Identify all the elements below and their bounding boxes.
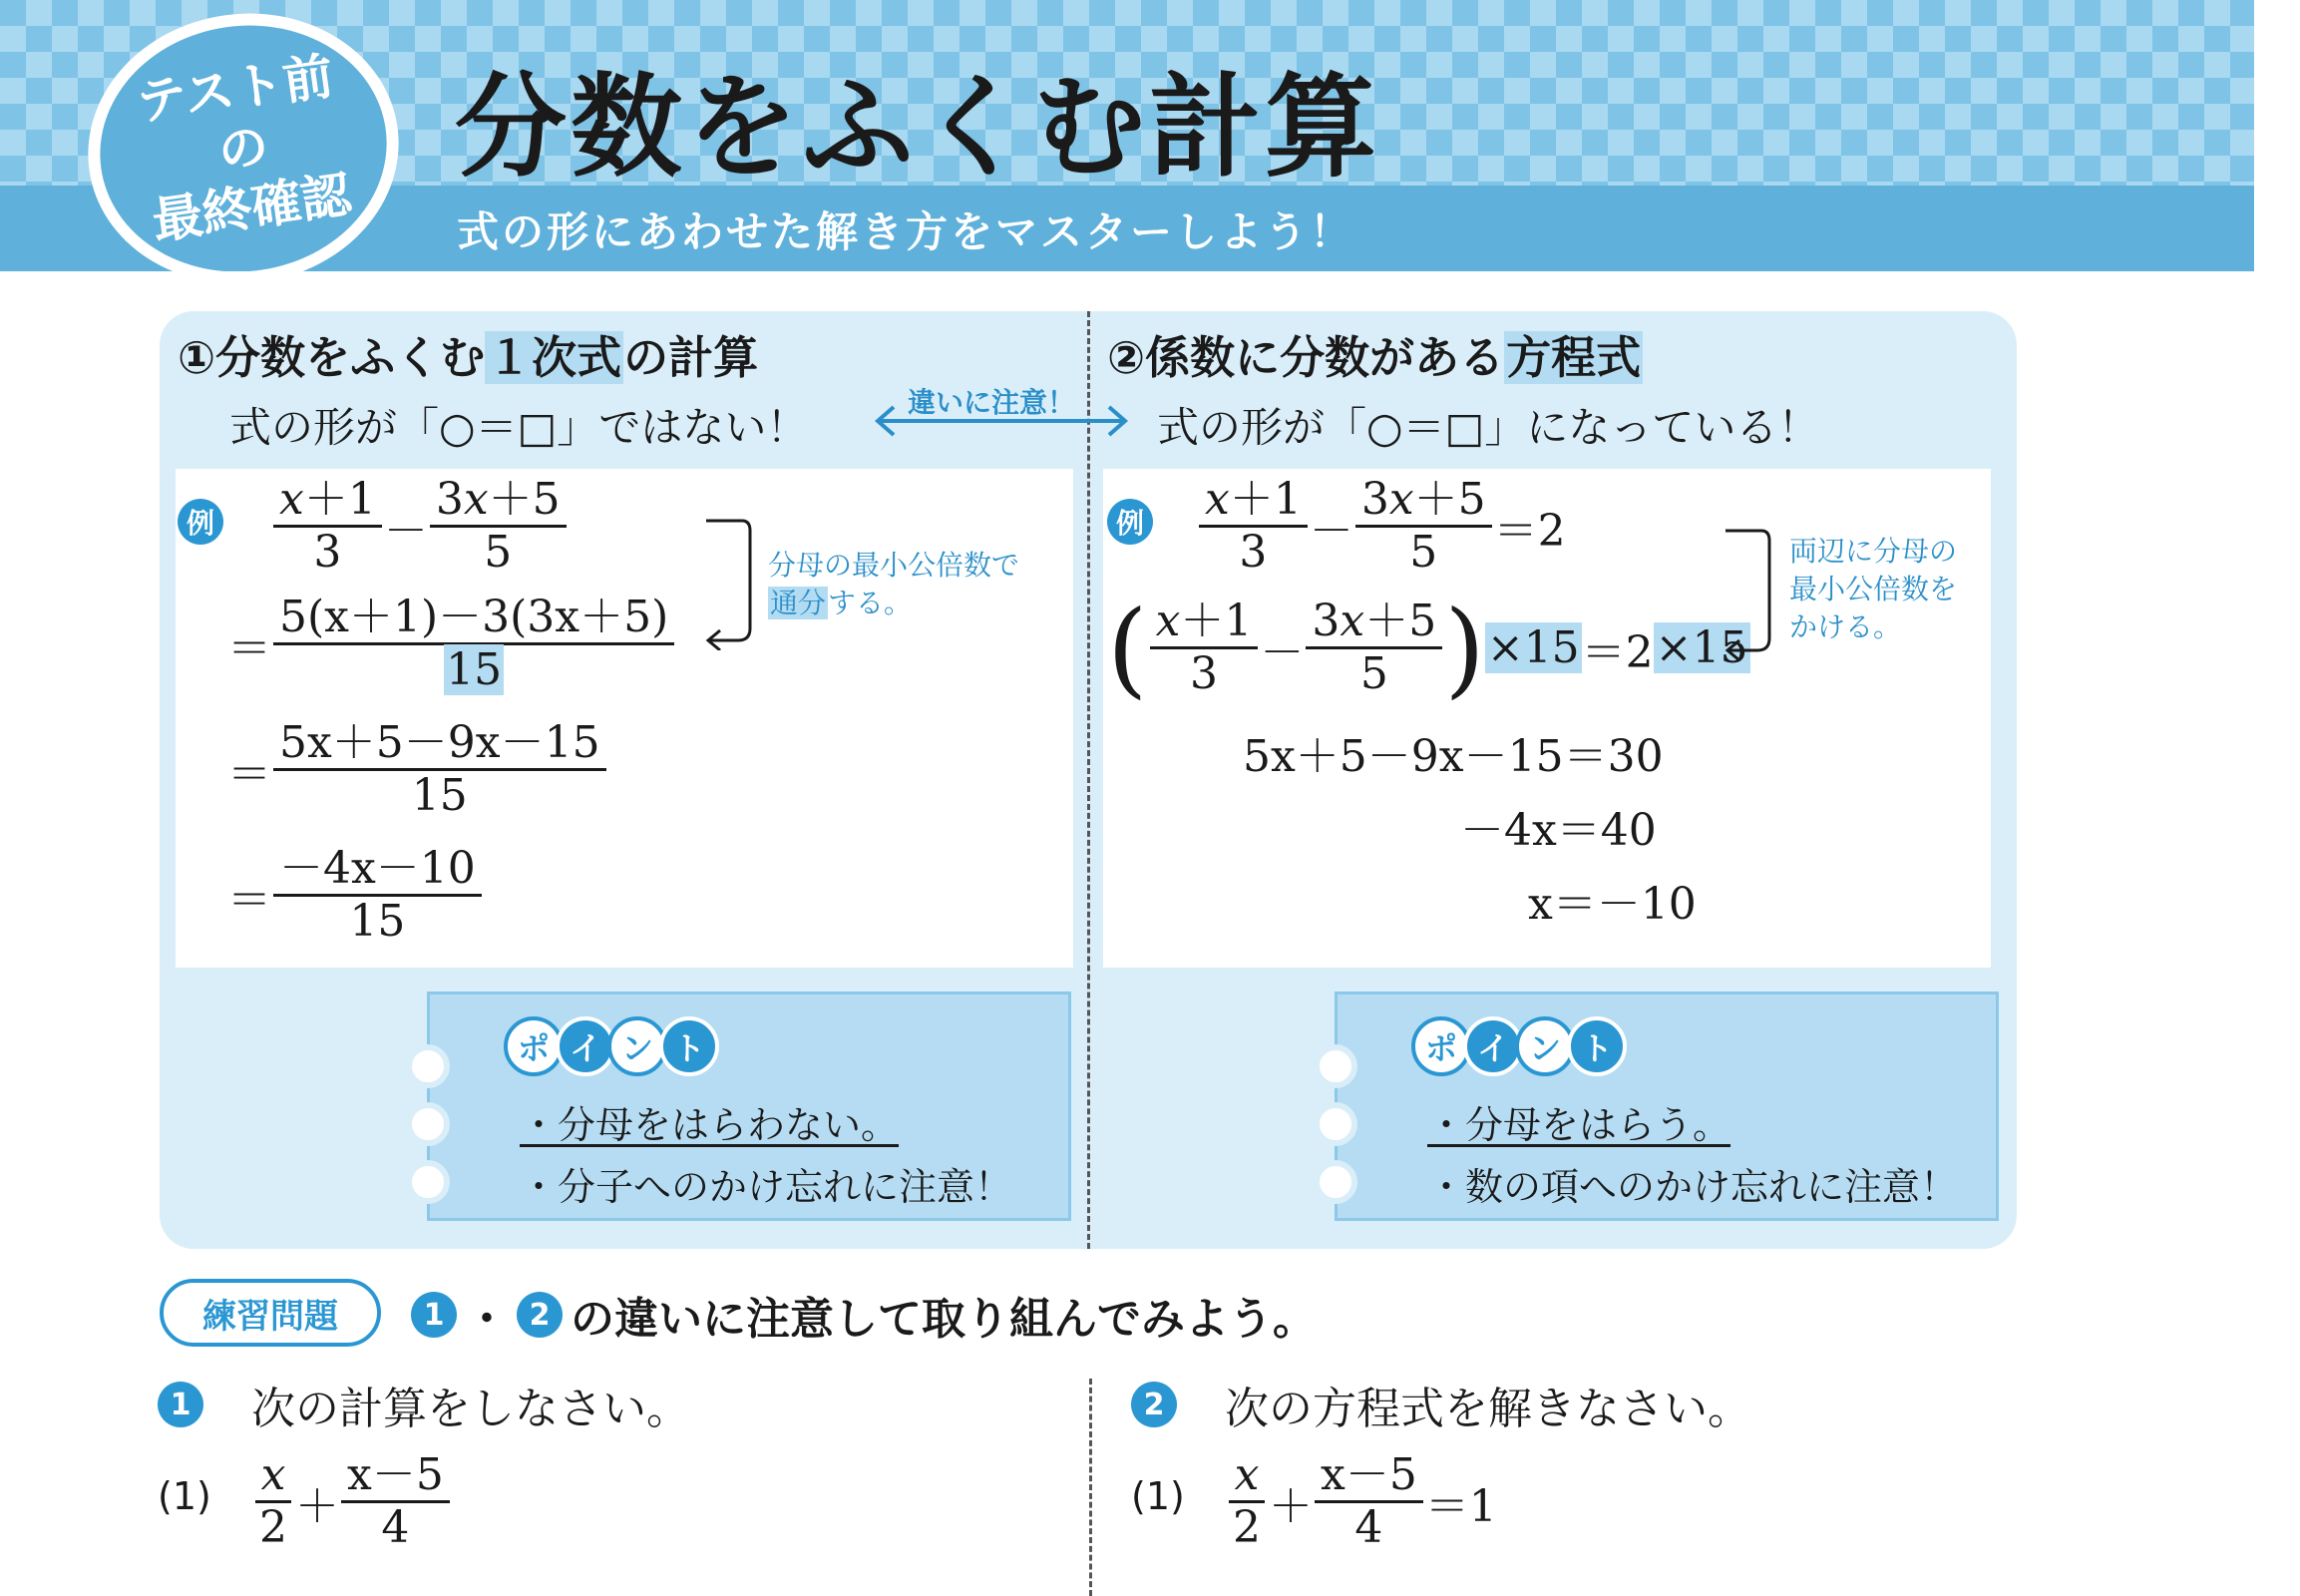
denominator: 3 (313, 527, 342, 578)
binder-ring-icon (406, 1044, 450, 1088)
problem-label: (1) (158, 1474, 211, 1518)
left-point-box (427, 992, 1071, 1221)
right-paren: ) (1444, 587, 1485, 709)
note-line-2: 最小公倍数を (1789, 573, 1958, 605)
left-point-line-1: ・分母をはらわない。 (520, 1103, 900, 1147)
left-point-line-2: ・分子へのかけ忘れに注意！ (520, 1165, 1013, 1209)
point-label (504, 1016, 711, 1076)
fraction (1315, 1450, 1423, 1553)
badge-line-2: の (214, 116, 272, 182)
left-side-note (768, 547, 1019, 622)
term: ＋5 (1413, 474, 1486, 525)
denominator (438, 645, 510, 695)
right-point-line-2: ・数の項へのかけ忘れに注意！ (1427, 1165, 1959, 1209)
fraction (253, 1450, 293, 1553)
left-example-marker: 例 (178, 499, 223, 545)
practice-label: 練習問題 (160, 1279, 381, 1347)
var-x: x (279, 474, 304, 525)
term: ＋5 (1364, 596, 1437, 646)
note-line-1: 分母の最小公倍数で (768, 549, 1020, 582)
operator: － (1309, 505, 1353, 557)
denominator: 3 (1239, 527, 1268, 578)
note-tail: する。 (828, 587, 913, 619)
coef: 3 (1312, 596, 1341, 646)
numerator: －4x－10 (273, 844, 482, 897)
binder-ring-icon (406, 1102, 450, 1146)
binder-ring-icon (1314, 1160, 1357, 1204)
rhs-a: ＝2 (1581, 626, 1654, 678)
badge-line-1: テスト前 (133, 47, 337, 133)
fraction (1355, 475, 1492, 578)
practice-divider (1089, 1379, 1092, 1596)
point-label (1411, 1016, 1619, 1076)
numerator (273, 475, 382, 528)
left-step-3 (227, 718, 608, 821)
fraction (1150, 597, 1259, 699)
term: ＋5 (488, 474, 561, 525)
var-x: x (463, 474, 489, 525)
left-heading-highlight: １次式 (487, 331, 622, 384)
right-step-3: 5x＋5－9x－15＝30 (1243, 731, 1664, 782)
fraction (273, 718, 606, 821)
left-section-number: ① (178, 331, 216, 384)
page-title: 分数をふくむ計算 (455, 63, 1380, 193)
right-side-note (1789, 533, 1957, 646)
left-paren: ( (1107, 587, 1148, 709)
numerator (1150, 597, 1259, 649)
right-point-line-1: ・分母をはらう。 (1427, 1103, 1731, 1147)
var-x: x (1155, 596, 1181, 646)
right-example-marker: 例 (1107, 499, 1153, 545)
left-step-1 (271, 475, 569, 578)
fraction (1306, 597, 1442, 699)
problem-1-1 (251, 1450, 452, 1553)
ref-separator: ・ (465, 1294, 509, 1345)
point-char: ポ (1411, 1016, 1471, 1076)
right-section-subtext: 式の形が「○＝□」になっている！ (1157, 403, 1820, 452)
term: ＋1 (1229, 474, 1302, 525)
point-char: ン (1515, 1016, 1575, 1076)
point-char: イ (556, 1016, 615, 1076)
fraction (273, 475, 382, 578)
point-char: ト (1567, 1016, 1627, 1076)
ref-number-2: 2 (517, 1292, 563, 1338)
coef: 3 (435, 474, 464, 525)
left-step-2 (227, 593, 676, 695)
numerator (1306, 597, 1442, 649)
fraction (273, 844, 482, 947)
right-heading-highlight: 方程式 (1506, 331, 1642, 384)
denominator: 2 (1233, 1502, 1261, 1553)
binder-ring-icon (1314, 1044, 1357, 1088)
right-step-5: x＝－10 (1528, 879, 1697, 930)
denominator: 15 (349, 896, 406, 947)
left-step-4 (227, 844, 484, 947)
left-section-subtext: 式の形が「○＝□」ではない！ (229, 403, 809, 452)
denominator: 5 (1409, 527, 1438, 578)
question-number: 2 (1131, 1382, 1177, 1427)
rhs-times-15-highlight: ×15 (1655, 622, 1748, 673)
right-heading-a: 係数に分数がある (1145, 331, 1505, 384)
note-highlight: 通分 (770, 587, 827, 619)
question-text: 次の計算をしなさい。 (251, 1384, 690, 1434)
question-2-heading (1131, 1373, 1751, 1436)
operator: ＋ (295, 1480, 339, 1532)
point-char: イ (1463, 1016, 1523, 1076)
note-line-2 (768, 585, 1019, 622)
right-bracket-arrow-icon (1718, 527, 1777, 660)
numerator: x (1229, 1450, 1266, 1503)
right-section-number: ② (1107, 331, 1146, 384)
left-bracket-arrow-icon (698, 517, 758, 650)
numerator: 5(x＋1)－3(3x＋5) (273, 593, 674, 645)
denominator: 5 (484, 527, 513, 578)
denominator: 5 (1359, 648, 1388, 699)
numerator (1199, 475, 1308, 528)
term: ＋1 (1180, 596, 1253, 646)
panel-divider (1087, 311, 1090, 1249)
denominator: 4 (1354, 1502, 1383, 1553)
practice-instruction (411, 1283, 1317, 1347)
point-char: ン (607, 1016, 667, 1076)
left-section-heading (178, 321, 758, 386)
numerator: x (255, 1450, 292, 1503)
fraction (430, 475, 567, 578)
operator: ＋ (1269, 1480, 1313, 1532)
right-step-1 (1197, 475, 1566, 578)
practice-text: の違いに注意して取り組んでみよう。 (571, 1294, 1317, 1345)
note-line-1: 両辺に分母の (1789, 535, 1958, 568)
numerator: x－5 (341, 1450, 450, 1503)
difference-note: 違いに注意！ (908, 386, 1076, 419)
denominator: 15 (411, 770, 468, 821)
left-heading-a: 分数をふくむ (215, 331, 486, 384)
numerator: x－5 (1315, 1450, 1423, 1503)
point-char: ト (659, 1016, 719, 1076)
numerator (430, 475, 567, 528)
rhs: ＝2 (1493, 505, 1566, 557)
right-step-4: －4x＝40 (1460, 805, 1657, 856)
note-line-3: かける。 (1789, 610, 1902, 643)
var-x: x (1340, 596, 1365, 646)
problem-label: (1) (1131, 1474, 1185, 1518)
ref-number-1: 1 (411, 1292, 457, 1338)
denominator: 4 (381, 1502, 410, 1553)
operator: － (383, 505, 428, 557)
right-section-heading (1107, 321, 1643, 386)
point-char: ポ (504, 1016, 564, 1076)
equals: ＝ (227, 874, 271, 926)
coef: 3 (1360, 474, 1389, 525)
problem-2-1 (1225, 1450, 1497, 1553)
fraction (273, 593, 674, 695)
denominator: 2 (259, 1502, 287, 1553)
fraction (1227, 1450, 1267, 1553)
numerator (1355, 475, 1492, 528)
equals: ＝ (227, 622, 271, 674)
lcd-highlight: 15 (446, 644, 503, 695)
binder-ring-icon (406, 1160, 450, 1204)
operator: － (1260, 626, 1305, 678)
times-15-highlight: ×15 (1486, 622, 1580, 673)
rhs: ＝1 (1424, 1480, 1497, 1532)
equals: ＝ (227, 748, 271, 800)
question-1-heading (158, 1373, 690, 1436)
fraction (341, 1450, 450, 1553)
question-text: 次の方程式を解きなさい。 (1225, 1384, 1751, 1434)
numerator: 5x＋5－9x－15 (273, 718, 606, 771)
left-heading-b: の計算 (623, 331, 759, 384)
binder-ring-icon (1314, 1102, 1357, 1146)
badge-line-3: 最終確認 (149, 165, 355, 251)
fraction (1199, 475, 1308, 578)
header-banner (0, 0, 2254, 271)
question-number: 1 (158, 1382, 203, 1427)
right-point-box (1335, 992, 1999, 1221)
var-x: x (1388, 474, 1414, 525)
double-arrow-icon (870, 401, 1133, 441)
page-subtitle: 式の形にあわせた解き方をマスターしよう！ (457, 207, 1355, 256)
term: ＋1 (303, 474, 376, 525)
var-x: x (1205, 474, 1230, 525)
denominator: 3 (1189, 648, 1218, 699)
right-step-2 (1107, 587, 1750, 709)
